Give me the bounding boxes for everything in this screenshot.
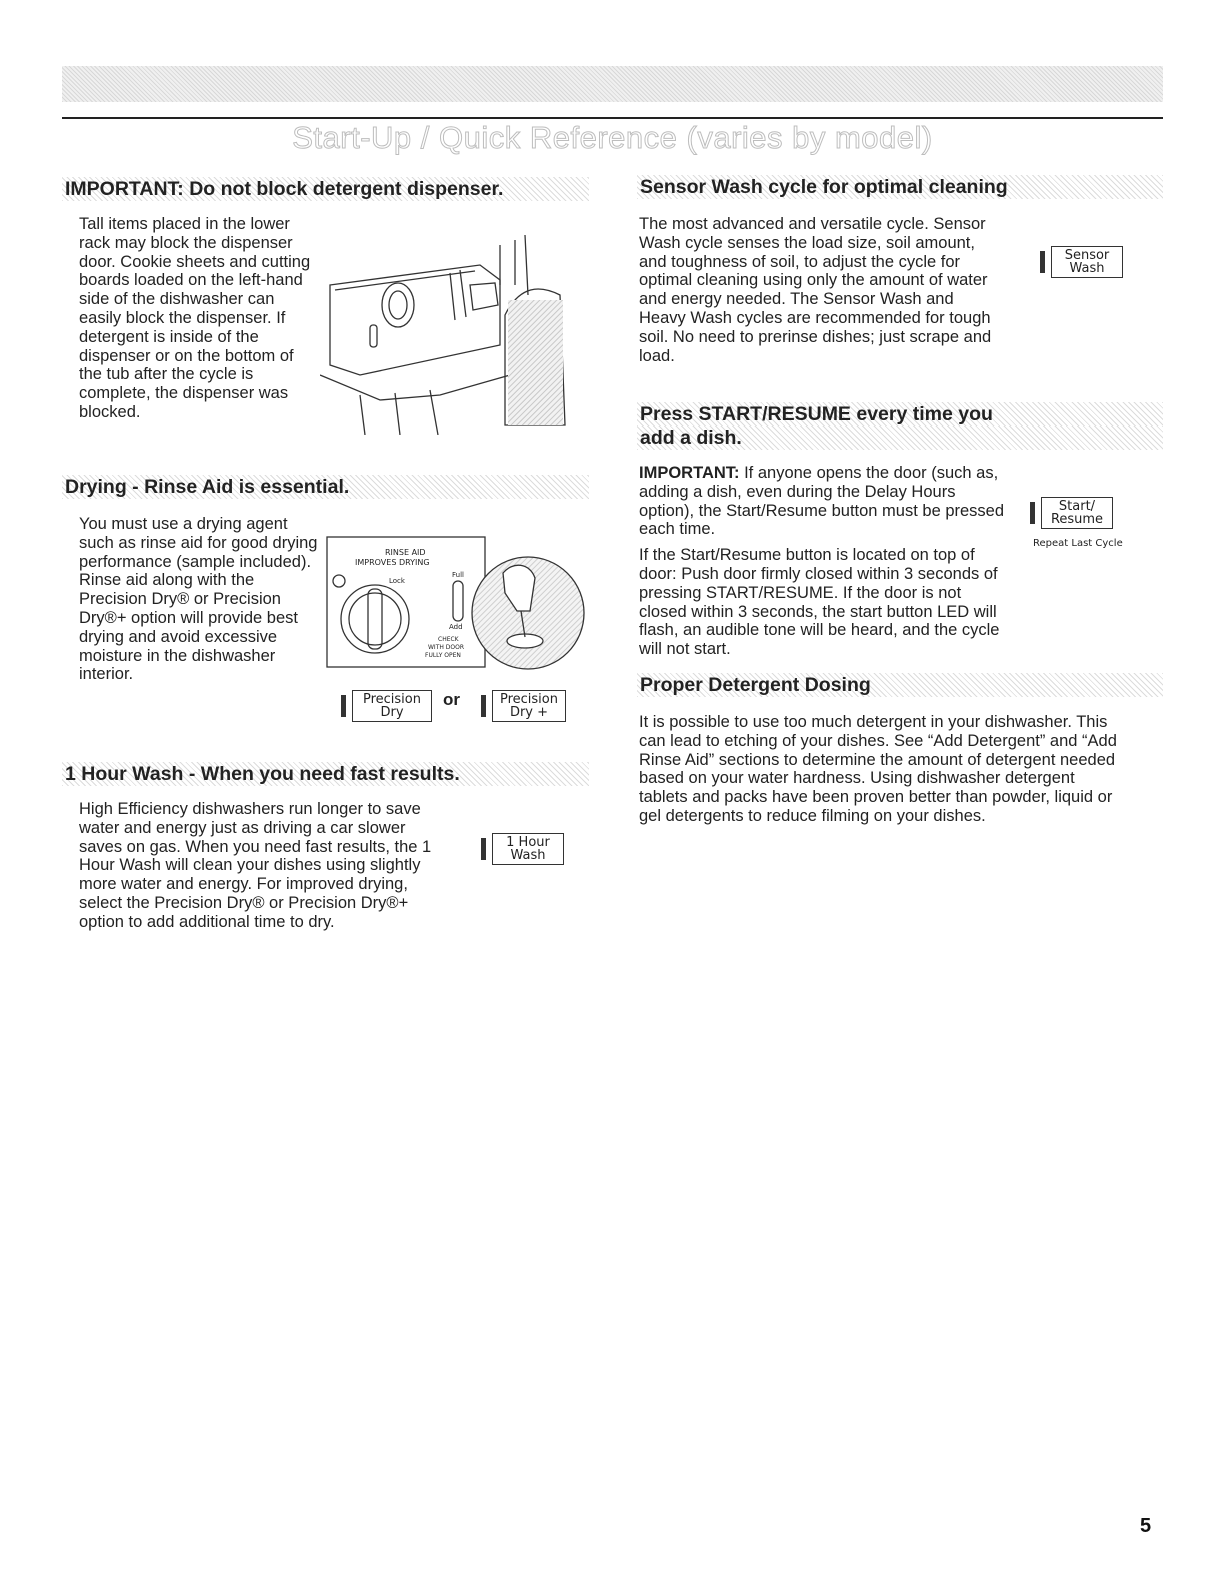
drying-heading: Drying - Rinse Aid is essential. [62, 475, 589, 499]
start-resume-heading-line2: add a dish. [637, 426, 1163, 450]
label-rinse-aid: RINSE AID [385, 548, 426, 557]
page-title: Start-Up / Quick Reference (varies by model) [292, 120, 933, 155]
start-resume-body [639, 464, 1009, 666]
hour-wash-text: High Efficiency dishwashers run longer to save water and energy just as driving a car slower saves on gas. When you need fast results, the 1 Hour Wash will clean your dishes using slightly more water and energy. For improved drying, select the Precision Dry® or Precision Dry®+ option to add additional time to dry. [79, 800, 432, 931]
hour-wash-button[interactable] [481, 833, 564, 865]
sensor-wash-label: Sensor Wash [1051, 246, 1123, 278]
precision-dry-plus-button[interactable] [481, 690, 566, 722]
precision-dry-label: Precision Dry [352, 690, 432, 722]
hour-wash-heading: 1 Hour Wash - When you need fast results. [62, 762, 589, 786]
sensor-wash-button[interactable] [1040, 246, 1123, 278]
rinse-aid-illustration [325, 533, 587, 675]
sensor-wash-heading: Sensor Wash cycle for optimal cleaning [637, 175, 1163, 199]
start-resume-button[interactable] [1030, 497, 1113, 529]
repeat-last-cycle-caption: Repeat Last Cycle [1033, 538, 1123, 549]
label-lock: Lock [389, 577, 405, 585]
drying-text: You must use a drying agent such as rinse aid for good drying performance (sample included). Rinse aid along with the Precision Dry® or Precision Dry®+ option will provide best drying and avoid excessive moisture in the dishwasher interior. [79, 515, 318, 684]
page-number: 5 [1140, 1515, 1152, 1537]
header-rule [62, 117, 1163, 119]
important-text: If anyone opens the door (such as, adding a dish, even during the Delay Hours option), the Start/Resume button must be pressed each time. [639, 464, 1005, 539]
detergent-dosing-heading: Proper Detergent Dosing [637, 673, 1163, 697]
detergent-dosing-text: It is possible to use too much detergent in your dishwasher. This can lead to etching of your dishes. See “Add Detergent” and “Add Rinse Aid” sections to determine the amount of detergent needed based on your water hardness. Using dishwasher detergent tablets and packs have been proven better than powder, liquid or gel detergents to reduce filming on your dishes. [639, 713, 1117, 825]
label-improves-drying: IMPROVES DRYING [355, 558, 430, 567]
header-band [62, 66, 1163, 102]
label-add: Add [449, 623, 463, 631]
label-fully-open: FULLY OPEN [425, 652, 461, 659]
important-label: IMPORTANT: [639, 464, 740, 482]
button-indicator [481, 695, 486, 717]
button-indicator [1040, 251, 1045, 273]
label-check: CHECK [438, 636, 459, 643]
important-text: Tall items placed in the lower rack may block the dispenser door. Cookie sheets and cutting boards loaded on the left-hand side of the dishwasher can easily block the dispenser. If detergent is inside of the dispenser or on the bottom of the tub after the cycle is complete, the dispenser was blocked. [79, 215, 311, 421]
or-text: or [443, 690, 460, 709]
start-resume-label: Start/ Resume [1041, 497, 1113, 529]
start-resume-paragraph-2: If the Start/Resume button is located on top of door: Push door firmly closed within 3 seconds of pressing START/RESUME. If the door is not closed within 3 seconds, the start button LED will flash, an audible tone will be heard, and the cycle will not start. [639, 546, 1000, 659]
important-heading: IMPORTANT: Do not block detergent dispenser. [62, 177, 589, 201]
button-indicator [1030, 502, 1035, 524]
button-indicator [481, 838, 486, 860]
button-indicator [341, 695, 346, 717]
precision-dry-button[interactable] [341, 690, 432, 722]
label-full: Full [452, 571, 464, 579]
start-resume-important-paragraph [639, 464, 1009, 539]
sensor-wash-text: The most advanced and versatile cycle. Sensor Wash cycle senses the load size, soil amount, and toughness of soil, to adjust the cycle for optimal cleaning using only the amount of water and energy needed. The Sensor Wash and Heavy Wash cycles are recommended for tough soil. No need to prerinse dishes; just scrape and load. [639, 215, 992, 365]
hour-wash-label: 1 Hour Wash [492, 833, 564, 865]
dispenser-illustration [320, 225, 570, 435]
precision-dry-plus-label: Precision Dry + [492, 690, 566, 722]
start-resume-heading-line1: Press START/RESUME every time you [637, 402, 1163, 426]
label-with-door: WITH DOOR [428, 644, 465, 651]
